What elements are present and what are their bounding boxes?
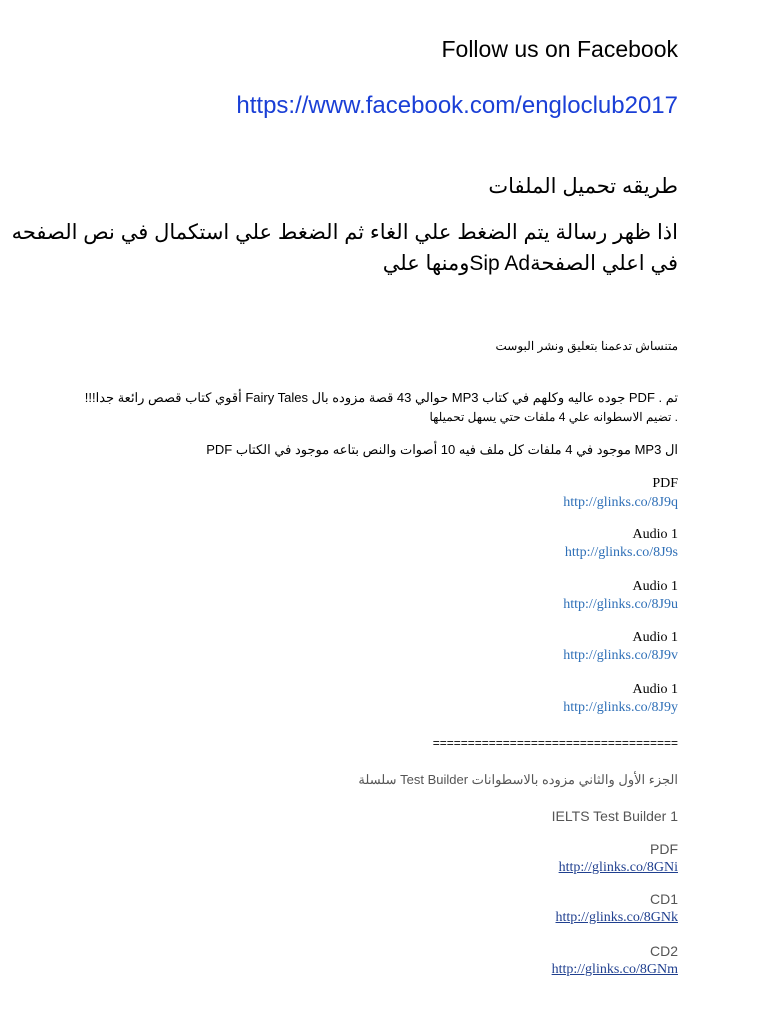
separator-line: =================================== xyxy=(432,736,678,750)
download-label-cd2: CD2 xyxy=(649,943,678,959)
download-link-pdf[interactable]: http://glinks.co/8J9q xyxy=(563,495,678,510)
download-link-cd2[interactable]: http://glinks.co/8GNm xyxy=(551,962,678,977)
download-label-audio: Audio 1 xyxy=(632,630,678,645)
instructions-line-2: في اعلي الصفحةSip Adومنها علي xyxy=(382,252,678,275)
download-label-audio: Audio 1 xyxy=(632,682,678,697)
follow-heading: Follow us on Facebook xyxy=(441,36,678,62)
download-link-audio[interactable]: http://glinks.co/8J9y xyxy=(563,700,678,715)
instructions-title: طريقه تحميل الملفات xyxy=(488,175,678,198)
download-link-audio[interactable]: http://glinks.co/8J9s xyxy=(564,545,678,560)
download-link-audio[interactable]: http://glinks.co/8J9v xyxy=(563,648,678,663)
download-label-audio: Audio 1 xyxy=(632,527,678,542)
download-link-audio[interactable]: http://glinks.co/8J9u xyxy=(563,597,678,612)
download-label-pdf: PDF xyxy=(650,841,678,857)
series-title: الجزء الأول والثاني مزوده بالاسطوانات Test Builder سلسلة xyxy=(358,772,678,787)
files-description: PDF موجود في 4 ملفات كل ملف فيه 10 أصوات والنص بتاعه موجود في الكتاب MP3 ال xyxy=(206,442,678,457)
download-link-pdf[interactable]: http://glinks.co/8GNi xyxy=(558,860,678,875)
download-label-cd1: CD1 xyxy=(649,891,678,907)
book-description-line-2: . تضيم الاسطوانه علي 4 ملفات حتي يسهل تحميلها xyxy=(429,410,678,424)
download-label-audio: Audio 1 xyxy=(632,579,678,594)
instructions-line-1: اذا ظهر رسالة يتم الضغط علي الغاء ثم الضغط علي استكمال في نص الصفحه xyxy=(11,221,678,244)
support-note: متنساش تدعمنا بتعليق ونشر البوست xyxy=(495,339,678,353)
book-name: IELTS Test Builder 1 xyxy=(551,808,678,824)
book-description-line-1: تم . PDF جوده عاليه وكلهم في كتاب MP3 حوالي 43 قصة مزوده بال Fairy Tales أقوي كتاب قصص رائعة جدا!!! xyxy=(84,390,678,405)
facebook-link[interactable]: https://www.facebook.com/engloclub2017 xyxy=(236,92,678,119)
download-link-cd1[interactable]: http://glinks.co/8GNk xyxy=(555,910,678,925)
download-label-pdf: PDF xyxy=(652,476,678,491)
